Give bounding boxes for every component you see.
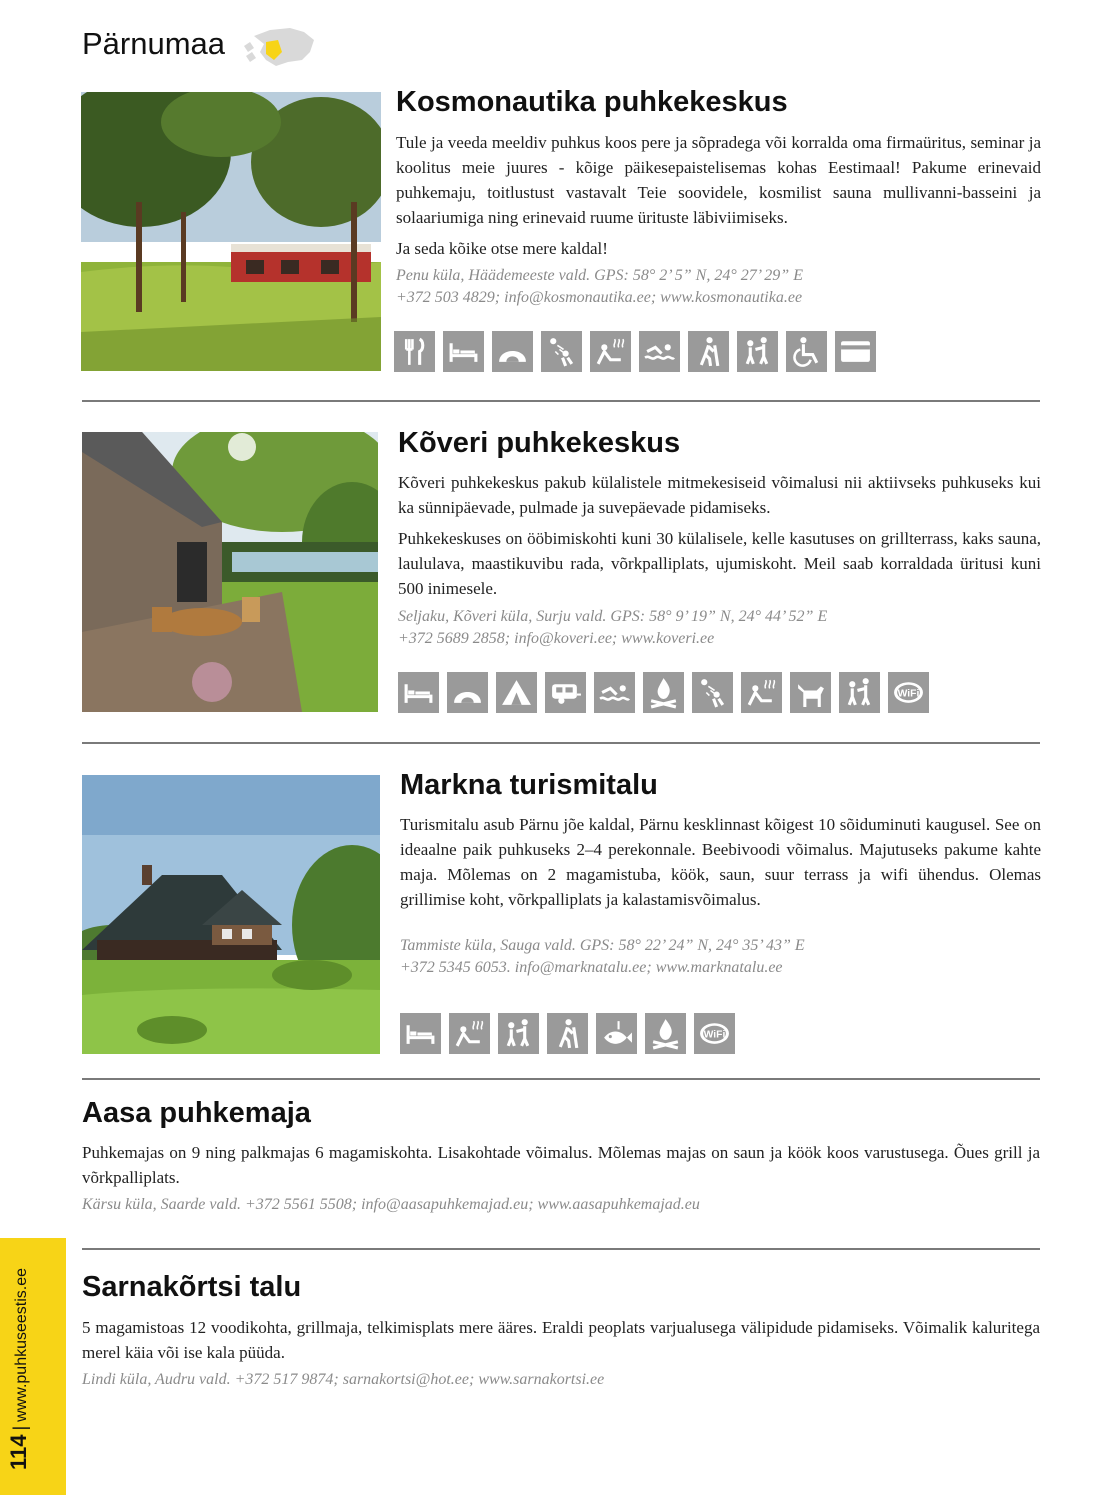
entry-description: Tule ja veeda meeldiv puhkus koos pere ja sõpradega või korralda oma firmaüritus, seminar ja koolitus meie juures - kõige päikesepaistelisemas kohas Eestimaal! Pakume erinevaid puhkemaju, toitlustust vastavalt Teie soovidele, kosmilist sauna mullivanni-basseini ja solaariumiga ning erinevaid ruume ürituste läbiviimiseks. <box>396 133 1041 227</box>
spa-icon <box>741 672 782 713</box>
wifi-icon <box>694 1013 735 1054</box>
shower-icon <box>541 331 582 372</box>
markna-photo <box>82 775 380 1054</box>
entry-title: Kõveri puhkekeskus <box>398 427 681 459</box>
amenity-icons <box>394 331 876 372</box>
shower-icon <box>692 672 733 713</box>
entry-description: Kõveri puhkekeskus pakub külalistele mitmekesiseid võimalusi nii aktiivseks puhkuseks kui ka sünnipäevade, pulmade ja suvepäevade pidamiseks. <box>398 473 1041 517</box>
pets-icon <box>790 672 831 713</box>
wifi-icon <box>888 672 929 713</box>
koveri-photo <box>82 432 378 712</box>
card-icon <box>835 331 876 372</box>
entry-contacts: +372 5689 2858; info@koveri.ee; www.koveri.ee <box>398 630 715 647</box>
entry-title: Aasa puhkemaja <box>82 1097 311 1129</box>
entry-contacts: Lindi küla, Audru vald. +372 517 9874; sarnakortsi@hot.ee; www.sarnakortsi.ee <box>82 1371 605 1388</box>
section-divider <box>82 400 1040 402</box>
entry-title: Kosmonautika puhkekeskus <box>396 86 788 118</box>
fishing-icon <box>596 1013 637 1054</box>
entry-location: Seljaku, Kõveri küla, Surju vald. GPS: 58° 9’ 19” N, 24° 44’ 52” E <box>398 608 828 625</box>
swimming-icon <box>639 331 680 372</box>
amenity-icons <box>400 1013 735 1054</box>
swimming-icon <box>594 672 635 713</box>
entry-title: Sarnakõrtsi talu <box>82 1271 302 1303</box>
entry-contacts: +372 5345 6053. info@marknatalu.ee; www.marknatalu.ee <box>400 959 783 976</box>
entry-description: Puhkekeskuses on ööbimiskohti kuni 30 külalisele, kelle kasutuses on grillterrass, kaks sauna, laululava, maastikuvibu rada, võrkpalliplats, ujumiskoht. Meil saab korraldada üritusi kuni 500 inimesele. <box>398 529 1041 598</box>
hiking-icon <box>547 1013 588 1054</box>
campfire-icon <box>643 672 684 713</box>
spa-icon <box>590 331 631 372</box>
bed-icon <box>398 672 439 713</box>
entry-description: Puhkemajas on 9 ning palkmajas 6 magamiskohta. Lisakohtade võimalus. Mõlemas majas on saun ja köök koos varustusega. Õues grill ja võrkpalliplats. <box>82 1143 1040 1187</box>
estonia-map-icon <box>240 22 320 70</box>
entry-location: Tammiste küla, Sauga vald. GPS: 58° 22’ 24” N, 24° 35’ 43” E <box>400 937 805 954</box>
restaurant-icon <box>394 331 435 372</box>
hiking-icon <box>688 331 729 372</box>
bed-icon <box>400 1013 441 1054</box>
entry-description: 5 magamistoas 12 voodikohta, grillmaja, telkimisplats mere ääres. Eraldi peoplats varjualusega välipidude pidamiseks. Võimalik kaluritega merel käia või ise kala püüda. <box>82 1318 1040 1362</box>
tent-icon <box>496 672 537 713</box>
entry-contacts: Kärsu küla, Saarde vald. +372 5561 5508; info@aasapuhkemajad.eu; www.aasapuhkemajad.eu <box>82 1196 700 1213</box>
entry-description: Turismitalu asub Pärnu jõe kaldal, Pärnu kesklinnast kõigest 10 sõiduminuti kaugusel. See on ideaalne paik puhkuseks 2–4 perekonnale. Beebivoodi võimalus. Majutuseks pakume kahte maja. Mõlemas on 2 magamistuba, köök, saun, suur terrass ja wifi ühendus. Olemas grillimise koht, võrkpalliplats ja kalastamisvõimalus. <box>400 815 1041 909</box>
bed-icon <box>443 331 484 372</box>
website-link[interactable]: www.puhkuseestis.ee <box>13 1267 30 1422</box>
page-number: 114 <box>6 1434 31 1470</box>
svg-text:WiFi: WiFi <box>703 1029 726 1041</box>
caravan-icon <box>545 672 586 713</box>
campfire-icon <box>645 1013 686 1054</box>
region-title: Pärnumaa <box>82 26 226 61</box>
spa-icon <box>449 1013 490 1054</box>
section-divider <box>82 1248 1040 1250</box>
entry-title: Markna turismitalu <box>400 769 658 801</box>
entry-contacts: +372 503 4829; info@kosmonautika.ee; www.kosmonautika.ee <box>396 289 803 306</box>
children-icon <box>737 331 778 372</box>
entry-location: Penu küla, Häädemeeste vald. GPS: 58° 2’ 5” N, 24° 27’ 29” E <box>396 267 803 284</box>
sauna-icon <box>492 331 533 372</box>
children-icon <box>839 672 880 713</box>
entry-description: Ja seda kõike otse mere kaldal! <box>396 239 608 258</box>
svg-text:WiFi: WiFi <box>897 688 920 700</box>
section-divider <box>82 1078 1040 1080</box>
amenity-icons <box>398 672 929 713</box>
section-divider <box>82 742 1040 744</box>
children-icon <box>498 1013 539 1054</box>
page-footer: 114|www.puhkuseestis.ee <box>6 1267 31 1470</box>
wheelchair-icon <box>786 331 827 372</box>
kosmonautika-photo <box>81 92 381 371</box>
sauna-icon <box>447 672 488 713</box>
